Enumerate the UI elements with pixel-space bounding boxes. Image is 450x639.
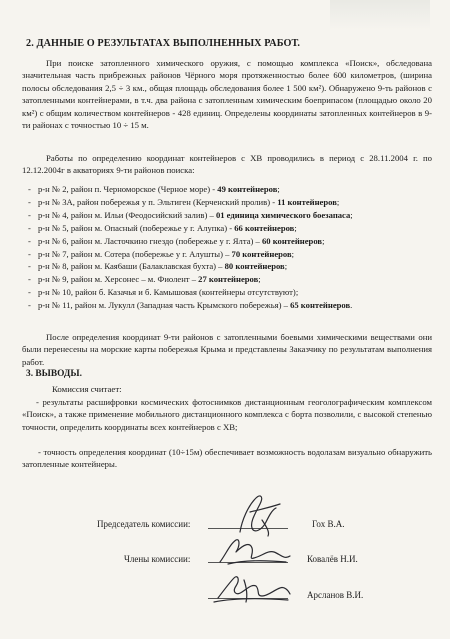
commission-intro: Комиссия считает:: [52, 384, 122, 394]
list-item: - р-н № 3А, район побережья у п. Эльтиген (Керченский пролив) - 11 контейнеров;: [28, 196, 340, 207]
list-item: - р-н № 9, район м. Херсонес – м. Фиолент – 27 контейнеров;: [28, 274, 261, 285]
chair-label: Председатель комиссии:: [97, 519, 191, 529]
list-item: - р-н № 4, район м. Ильи (Феодосийский залив) – 01 единица химического боезапаса;: [28, 209, 353, 220]
list-item: - р-н № 11, район м. Лукулл (Западная часть Крымского побережья) – 65 контейнеров.: [28, 300, 353, 311]
coordinates-work-paragraph: Работы по определению координат контейнеров с ХВ проводились в период с 28.11.2004 г. по 12.12.2004г в акваториях 9-ти районов поиска:: [22, 153, 432, 176]
member1-signature: [214, 534, 298, 570]
chair-signature: [222, 492, 292, 538]
scan-smudge: [330, 0, 430, 30]
conclusion-item: - точность определения координат (10÷15м) обеспечивает возможность водолазам визуально обнаружить затопленные контейнеры.: [22, 447, 432, 470]
mapping-paragraph: После определения координат 9-ти районов с затопленными боевыми химическими веществами они были перенесены на морские карты побережья Крыма и представлены Заказчику по результатам выполнения работ.: [22, 332, 432, 367]
list-item: - р-н № 6, район м. Ласточкино гнездо (побережье у г. Ялта) – 60 контейнеров;: [28, 235, 325, 246]
list-item: - р-н № 5, район м. Опасный (побережье у г. Алупка) - 66 контейнеров;: [28, 222, 297, 233]
member1-name: Ковалёв Н.И.: [307, 554, 358, 564]
conclusion-item: - результаты расшифровки космических фотоснимков дистанционным геоголографическим комплексом «Поиск», а также применение мобильного дистанционного комплекса с борта позволили, с высокой степенью точности, определить координаты всех контейнеров с ХВ;: [22, 397, 432, 432]
chair-name: Гох В.А.: [312, 519, 345, 529]
section-2-heading: 2. ДАННЫЕ О РЕЗУЛЬТАТАХ ВЫПОЛНЕННЫХ РАБОТ.: [26, 38, 301, 49]
list-item: - р-н № 8, район м. Кая6аши (Балаклавская бухта) – 80 контейнеров;: [28, 261, 288, 272]
member2-signature: [210, 568, 296, 608]
members-label: Члены комиссии:: [124, 554, 191, 564]
list-item: - р-н № 2, район п. Черноморское (Черное море) - 49 контейнеров;: [28, 184, 280, 194]
member2-name: Арсланов В.И.: [307, 590, 364, 600]
search-areas-list: [28, 183, 438, 312]
findings-paragraph: При поиске затопленного химического оружия, с помощью комплекса «Поиск», обследована значительная часть прибрежных районов Чёрного моря протяженностью более 600 километров, (ширина полосы обследования 2,5 ÷ 3 км., общая площадь обследования более 1 500 км²). Обнаружено 9-ть районов с затопленными контейнерами, в т.ч. два района с затопленным химическим боеприпасом (площадью около 20 км²) с общим количеством контейнеров - 428 единиц. Определены координаты затопленных контейнеров в 9-ти районах с точностью 10 ÷ 15 м.: [22, 58, 432, 131]
list-item: - р-н № 10, район б. Казачья и б. Камышовая (контейнеры отсутствуют);: [28, 287, 299, 298]
list-item: - р-н № 7, район м. Сотера (побережье у г. Алушты) – 70 контейнеров;: [28, 248, 295, 259]
section-3-heading: 3. ВЫВОДЫ.: [26, 369, 82, 379]
